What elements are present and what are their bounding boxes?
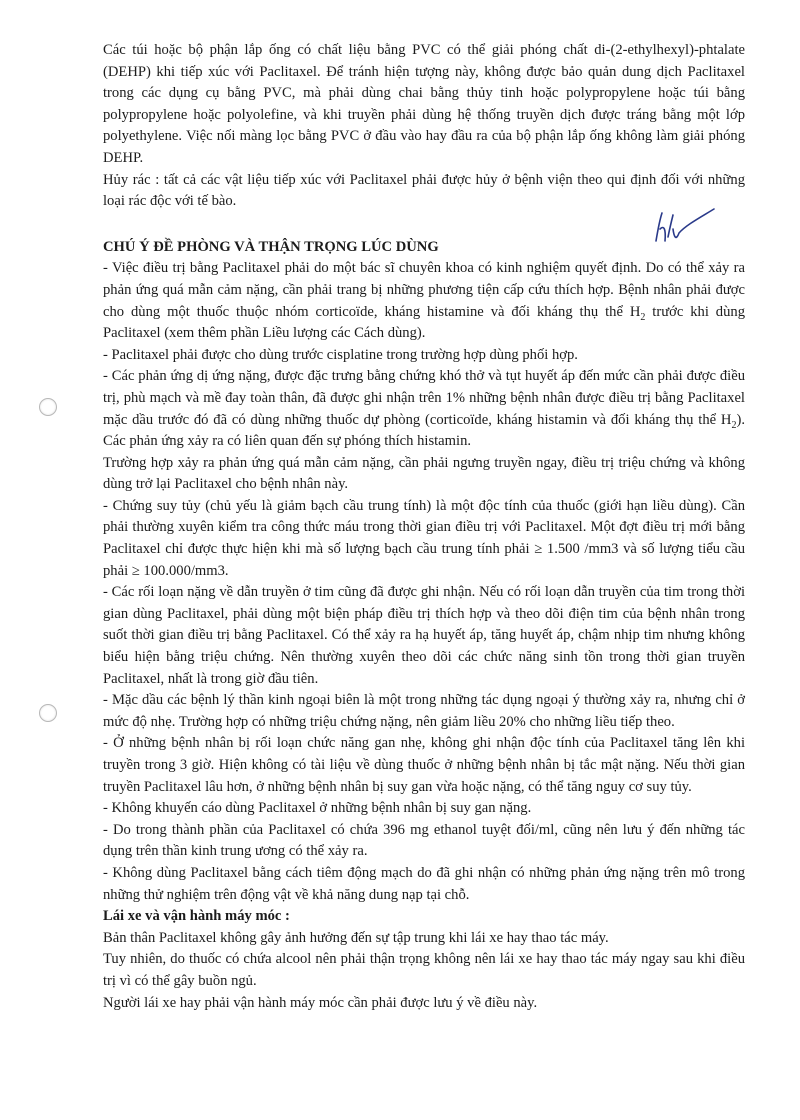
paragraph-allergic-reactions: - Các phản ứng dị ứng nặng, được đặc trưng bằng chứng khó thở và tụt huyết áp đến mức cần phải được điều trị, phù mạch và mề đay toàn thân, đã được ghi nhận trên 1% những bệnh nhân được điều trị bằng Paclitaxel mặc dầu trước đó đã có dùng những thuốc dự phòng (corticoïde, kháng histamin và đối kháng thụ thể $H_2$). Các phản ứng xảy ra có liên quan đến sự phóng thích histamin. <box>103 368 745 450</box>
paragraph-driving-3: Người lái xe hay phải vận hành máy móc cần phải được lưu ý về điều này. <box>103 994 538 1011</box>
paragraph-hepatic-impairment: - Ở những bệnh nhân bị rối loạn chức năng gan nhẹ, không ghi nhận độc tính của Paclitaxel tăng lên khi truyền trong 3 giờ. Hiện không có tài liệu về dùng thuốc ở những bệnh nhân bị tắc mật nặng. Nếu thời gian truyền Paclitaxel lâu hơn, ở những bệnh nhân bị suy gan vừa hoặc nặng, có thể tăng nguy cơ suy tủy. <box>103 735 745 795</box>
punch-hole-mark <box>39 398 57 416</box>
subscript: 2 <box>731 419 737 431</box>
paragraph-driving-1: Bản thân Paclitaxel không gây ảnh hưởng đến sự tập trung khi lái xe hay thao tác máy. <box>103 929 609 946</box>
subscript: 2 <box>640 311 646 323</box>
paragraph-intra-arterial: - Không dùng Paclitaxel bằng cách tiêm động mạch do đã ghi nhận có những phản ứng nặng trên mô trong những thử nghiệm trên động vật về khả năng dung nạp tại chỗ. <box>103 864 745 903</box>
paragraph-specialist-treatment: - Việc điều trị bằng Paclitaxel phải do một bác sĩ chuyên khoa có kinh nghiệm quyết định. Do có thể xảy ra phản ứng quá mẫn cảm nặng, cần phải trang bị những phương tiện cấp cứu thích hợp. Bệnh nhân phải được cho dùng một thuốc thuộc nhóm corticoïde, kháng histamine và đối kháng thụ thể $H_2$ trước khi dùng Paclitaxel (xem thêm phần Liều lượng các Cách dùng). <box>103 260 745 342</box>
paragraph-ethanol: - Do trong thành phần của Paclitaxel có chứa 396 mg ethanol tuyệt đối/ml, cũng nên lưu ý đến những tác dụng trên thần kinh trung ương có thể xảy ra. <box>103 821 745 860</box>
paragraph-cardiac-conduction: - Các rối loạn nặng về dẫn truyền ở tim cũng đã được ghi nhận. Nếu có rối loạn dẫn truyền của tim trong thời gian dùng Paclitaxel, phải dùng một biện pháp điều trị thích hợp và theo dõi điện tim của bệnh nhân trong suốt thời gian điều trị bằng Paclitaxel. Có thể xảy ra hạ huyết áp, tăng huyết áp, chậm nhịp tim nhưng không biểu hiện bằng triệu chứng. Nên thường xuyên theo dõi các chức năng sinh tồn trong thời gian truyền Paclitaxel, nhất là trong giờ đầu tiên. <box>103 584 745 687</box>
paragraph-dehp: Các túi hoặc bộ phận lắp ống có chất liệu bằng PVC có thể giải phóng chất di-(2-ethylhexyl)-phtalate (DEHP) khi tiếp xúc với Paclitaxel. Để tránh hiện tượng này, không được bảo quản dung dịch Paclitaxel trong các dụng cụ bằng PVC, mà phải dùng chai bằng thủy tinh hoặc polypropylene hoặc túi bằng polypropylene hoặc polyolefine, và khi truyền phải dùng hệ thống truyền dịch được tráng bằng một lớp polyethylene. Việc nối màng lọc bằng PVC ở đầu vào hay đầu ra của bộ phận lắp ống không làm giải phóng DEHP. <box>103 42 745 166</box>
paragraph-hypersensitivity: Trường hợp xảy ra phản ứng quá mẫn cảm nặng, cần phải ngưng truyền ngay, điều trị triệu chứng và không dùng trở lại Paclitaxel cho bệnh nhân này. <box>103 454 745 493</box>
paragraph-severe-hepatic: - Không khuyến cáo dùng Paclitaxel ở những bệnh nhân bị suy gan nặng. <box>103 800 532 817</box>
paragraph-cisplatine: - Paclitaxel phải được cho dùng trước cisplatine trong trường hợp dùng phối hợp. <box>103 346 578 363</box>
section-heading: CHÚ Ý ĐỀ PHÒNG VÀ THẬN TRỌNG LÚC DÙNG <box>103 238 439 255</box>
paragraph-myelosuppression: - Chứng suy tủy (chủ yếu là giảm bạch cầu trung tính) là một độc tính của thuốc (giới hạn liều dùng). Cần phải thường xuyên kiểm tra công thức máu trong thời gian điều trị với Paclitaxel. Một đợt điều trị mới bằng Paclitaxel chỉ được thực hiện khi mà số lượng bạch cầu trung tính phải ≥ 1.500 /mm3 và số lượng tiểu cầu phải ≥ 100.000/mm3. <box>103 497 745 579</box>
subheading-driving: Lái xe và vận hành máy móc : <box>103 908 290 925</box>
paragraph-waste-disposal: Hủy rác : tất cả các vật liệu tiếp xúc với Paclitaxel phải được hủy ở bệnh viện theo qui định đối với những loại rác độc với tế bào. <box>103 171 745 210</box>
paragraph-neuropathy: - Mặc dầu các bệnh lý thần kinh ngoại biên là một trong những tác dụng ngoại ý thường xảy ra, nhưng chỉ ở mức độ nhẹ. Trường hợp có những triệu chứng nặng, nên giảm liều 20% cho những liều tiếp theo. <box>103 692 745 730</box>
document-body <box>103 40 745 1014</box>
punch-hole-mark <box>39 704 57 722</box>
paragraph-driving-2: Tuy nhiên, do thuốc có chứa alcool nên phải thận trọng không nên lái xe hay thao tác máy ngay sau khi điều trị vì có thể gây buồn ngủ. <box>103 951 745 989</box>
